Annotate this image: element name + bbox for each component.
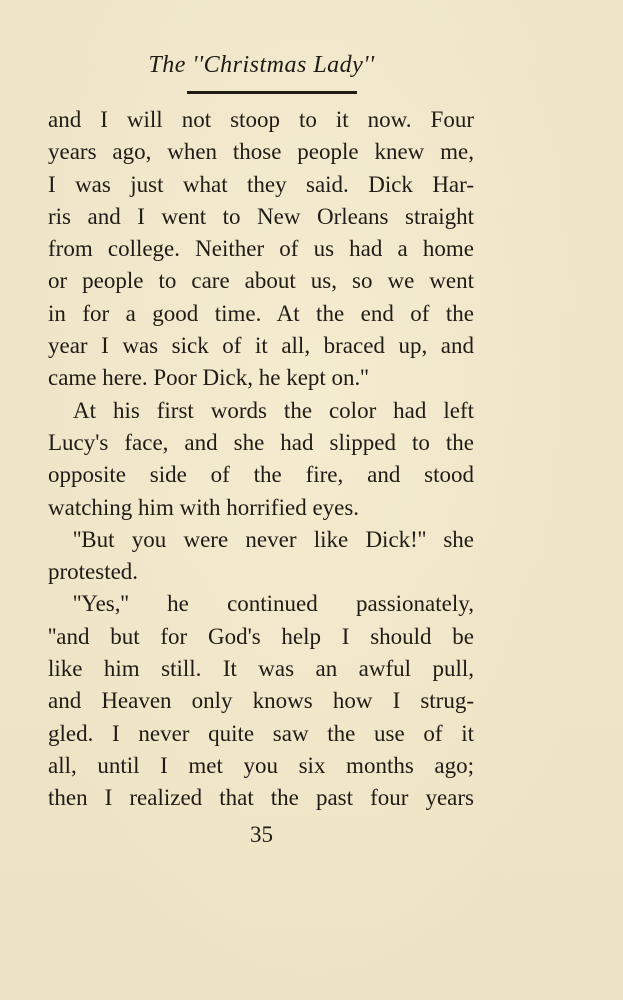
running-head: The ''Christmas Lady'' bbox=[148, 52, 375, 78]
text-line: years ago, when those people knew me, bbox=[48, 139, 474, 165]
text-line: from college. Neither of us had a home bbox=[48, 236, 474, 262]
text-line: I was just what they said. Dick Har- bbox=[48, 171, 474, 197]
text-line: then I realized that the past four years bbox=[48, 785, 474, 811]
text-line: protested. bbox=[48, 559, 139, 585]
text-line: came here. Poor Dick, he kept on.'' bbox=[48, 365, 369, 391]
text-line: and I will not stoop to it now. Four bbox=[48, 107, 474, 132]
text-line: gled. I never quite saw the use of it bbox=[48, 720, 474, 746]
header-rule bbox=[187, 91, 357, 94]
text-line: ''Yes,'' he continued passionately, bbox=[73, 591, 474, 617]
text-line: ris and I went to New Orleans straight bbox=[48, 203, 474, 229]
page-number: 35 bbox=[250, 822, 273, 847]
text-line: like him still. It was an awful pull, bbox=[48, 656, 474, 682]
text-line: opposite side of the fire, and stood bbox=[48, 462, 474, 488]
text-line: Lucy's face, and she had slipped to the bbox=[48, 429, 474, 455]
text-line: At his first words the color had left bbox=[73, 397, 474, 423]
text-line: ''But you were never like Dick!'' she bbox=[73, 526, 474, 552]
text-line: in for a good time. At the end of the bbox=[48, 300, 474, 326]
text-line: ''and but for God's help I should be bbox=[48, 623, 474, 649]
body-text bbox=[48, 104, 474, 815]
text-line: or people to care about us, so we went bbox=[48, 268, 474, 294]
text-line: watching him with horrified eyes. bbox=[48, 494, 360, 520]
text-line: year I was sick of it all, braced up, and bbox=[48, 333, 474, 359]
text-line: and Heaven only knows how I strug- bbox=[48, 688, 474, 714]
text-line: all, until I met you six months ago; bbox=[48, 752, 474, 778]
